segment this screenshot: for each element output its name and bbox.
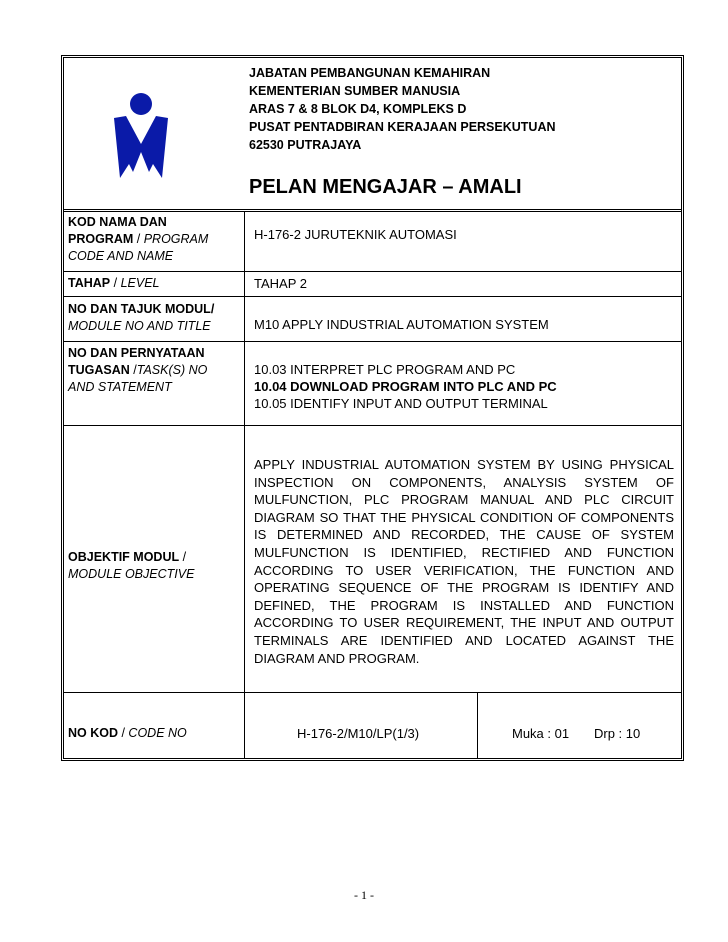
header-line-5: 62530 PUTRAJAYA <box>249 138 362 152</box>
header-line-4: PUSAT PENTADBIRAN KERAJAAN PERSEKUTUAN <box>249 120 556 134</box>
logo-circle <box>130 93 152 115</box>
row-divider-4 <box>64 425 681 426</box>
task-label: NO DAN PERNYATAAN TUGASAN /TASK(S) NO AND STATEMENT <box>68 346 208 394</box>
row-divider-5 <box>64 692 681 693</box>
task-value-2: 10.04 DOWNLOAD PROGRAM INTO PLC AND PC <box>254 379 557 394</box>
code-value: H-176-2/M10/LP(1/3) <box>297 726 420 741</box>
header-line-3: ARAS 7 & 8 BLOK D4, KOMPLEKS D <box>249 102 467 116</box>
row-divider-1 <box>64 271 681 272</box>
level-value: TAHAP 2 <box>254 276 307 291</box>
header-divider <box>64 209 681 212</box>
row-divider-2 <box>64 296 681 297</box>
module-value: M10 APPLY INDUSTRIAL AUTOMATION SYSTEM <box>254 317 549 332</box>
header-line-1: JABATAN PEMBANGUNAN KEMAHIRAN <box>249 66 491 80</box>
row-divider-3 <box>64 341 681 342</box>
page-footer: - 1 - <box>354 888 374 902</box>
code-page-divider <box>477 692 478 758</box>
level-label: TAHAP / LEVEL <box>68 276 160 290</box>
document-frame <box>61 55 684 761</box>
page-number: Muka : 01 <box>512 726 570 741</box>
column-divider <box>244 212 245 758</box>
task-value-1: 10.03 INTERPRET PLC PROGRAM AND PC <box>254 362 516 377</box>
program-value: H-176-2 JURUTEKNIK AUTOMASI <box>254 227 457 242</box>
task-value-3: 10.05 IDENTIFY INPUT AND OUTPUT TERMINAL <box>254 396 548 411</box>
objective-value: APPLY INDUSTRIAL AUTOMATION SYSTEM BY USING PHYSICAL INSPECTION ON COMPONENTS, ANALYSIS SYSTEM OF MULFUNCTION, PLC PROGRAM MANUAL AND PLC CIRCUIT DIAGRAM SO THAT THE PHYSICAL CONDITION OF COMPONENTS IS DETERMINED AND RECORDED, THE CAUSE OF SYSTEM MULFUNCTION IS IDENTIFIED, RECTIFIED AND FUNCTION ACCORDING TO USER VERIFICATION, THE FUNCTION AND OPERATING SEQUENCE OF THE PROGRAM IS IDENTIFY AND DEFINED, THE PROGRAM IS INSTALLED AND FUNCTION ACCORDING TO USER REQUIREMENT, THE INPUT AND OUTPUT TERMINALS ARE IDENTIFIED AND LOCATED AGAINST THE DIAGRAM AND PROGRAM. <box>254 457 674 666</box>
document-title: PELAN MENGAJAR – AMALI <box>249 176 522 198</box>
header-line-2: KEMENTERIAN SUMBER MANUSIA <box>249 84 461 98</box>
code-label: NO KOD / CODE NO <box>68 726 187 740</box>
objective-label: OBJEKTIF MODUL / MODULE OBJECTIVE <box>68 550 195 581</box>
module-label: NO DAN TAJUK MODUL/ MODULE NO AND TITLE <box>68 302 215 333</box>
page-total: Drp : 10 <box>594 726 641 741</box>
logo-m-shape <box>114 116 168 178</box>
organization-logo <box>112 92 170 182</box>
program-label: KOD NAMA DAN PROGRAM / PROGRAM CODE AND NAME <box>68 215 209 263</box>
